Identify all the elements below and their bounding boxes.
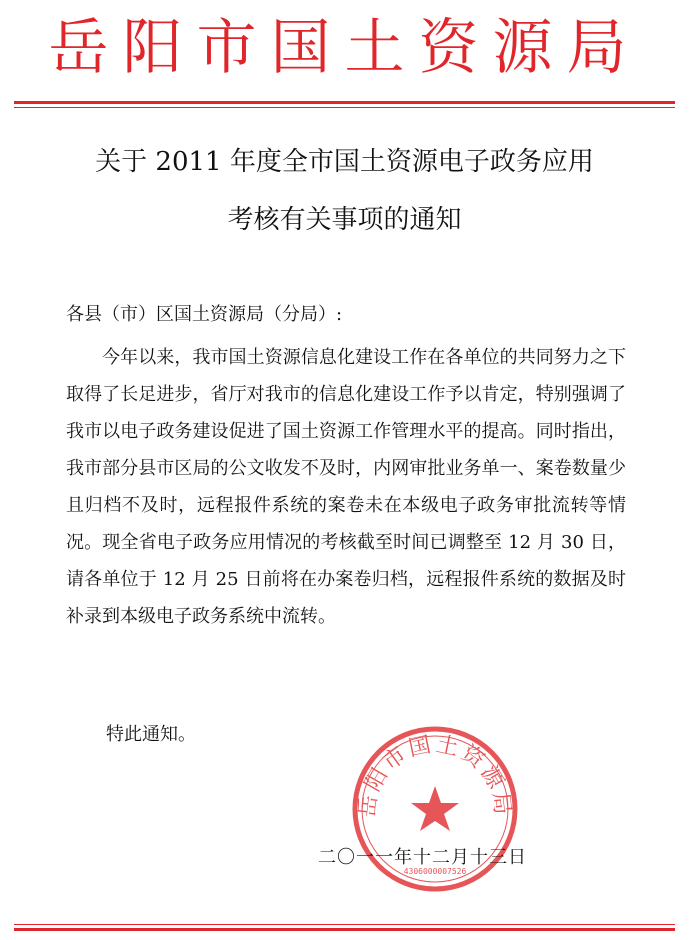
- footer-rule-thin: [14, 924, 675, 925]
- header-rule-thin: [14, 107, 675, 108]
- svg-text:岳阳市国土资源局: 岳阳市国土资源局: [355, 732, 515, 819]
- document-title-line1: 关于 2011 年度全市国土资源电子政务应用: [95, 147, 594, 177]
- svg-text:4306000007526: 4306000007526: [403, 867, 467, 876]
- closing-remark: 特此通知。: [106, 724, 196, 745]
- header-rule-thick: [14, 101, 675, 104]
- document-title-line2: 考核有关事项的通知: [227, 205, 462, 235]
- document-date: 二〇一一年十二月十三日: [318, 847, 527, 868]
- body-paragraph-text: 今年以来，我市国土资源信息化建设工作在各单位的共同努力之下取得了长足进步，省厅对我市的信息化建设工作予以肯定，特别强调了我市以电子政务建设促进了国土资源工作管理水平的提高。同时指出，我市部分县市区局的公文收发不及时，内网审批业务单一、案卷数量少且归档不及时，远程报件系统的案卷未在本级电子政务审批流转等情况。现全省电子政务应用情况的考核截至时间已调整至 12 月 30 日，请各单位于 12 月 25 日前将在办案卷归档，远程报件系统的数据及时补录到本级电子政务系统中流转。: [66, 347, 626, 627]
- footer-rule-thick: [14, 928, 675, 931]
- salutation: 各县（市）区国土资源局（分局）:: [66, 304, 343, 325]
- letterhead-org-name: 岳阳市国土资源局: [48, 13, 641, 83]
- body-paragraph: [66, 339, 626, 635]
